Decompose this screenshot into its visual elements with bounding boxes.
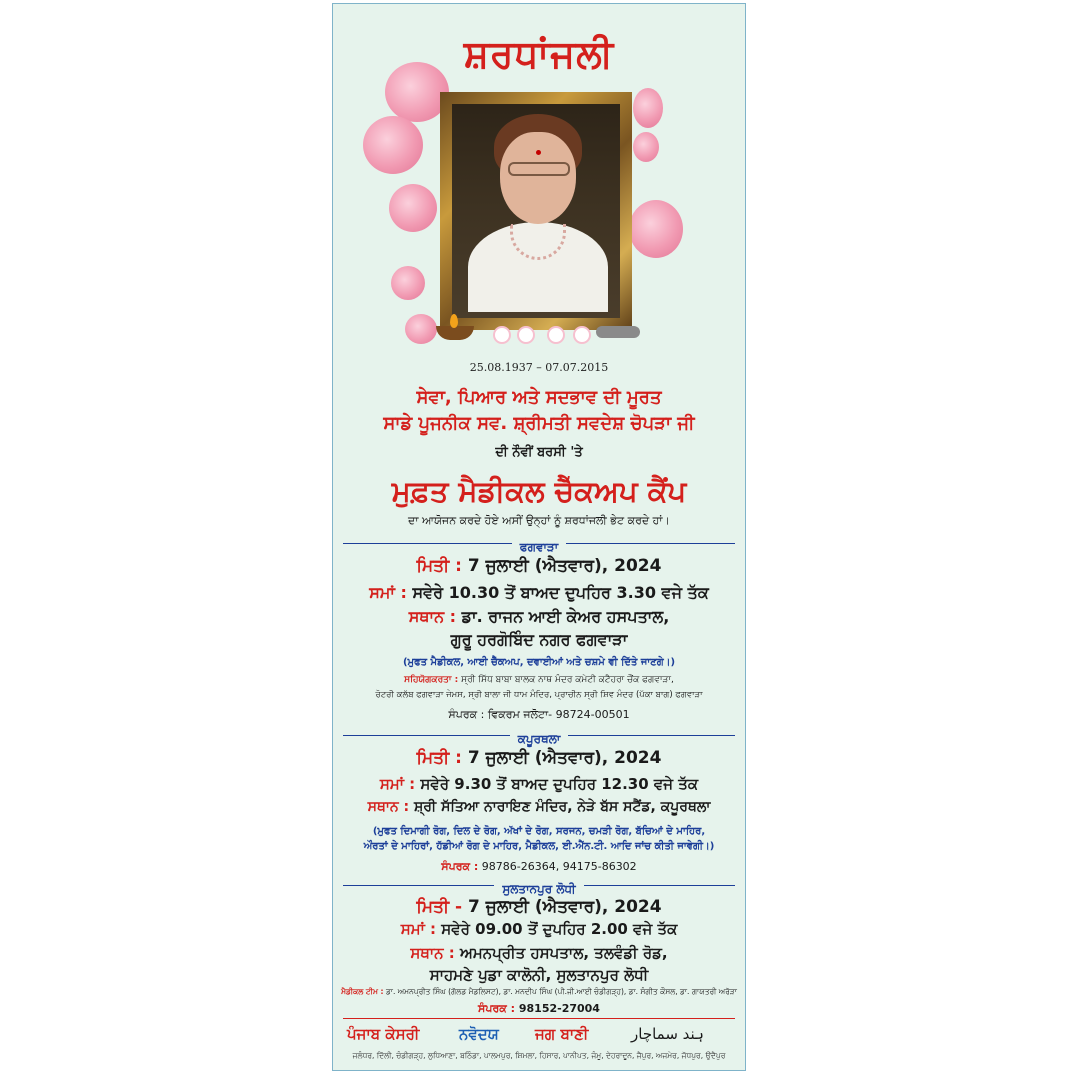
sultanpur-contact: [333, 1002, 745, 1016]
sponsor-value: ਸ੍ਰੀ ਸਿੱਧ ਬਾਬਾ ਬਾਲਕ ਨਾਥ ਮੰਦਰ ਕਮੇਟੀ ਕਟੈਹਰਾ ਚੌਂਕ ਫਗਵਾੜਾ,: [461, 675, 674, 685]
section-heading-phagwara: ਫਗਵਾੜਾ: [512, 540, 566, 554]
place-label: ਸਥਾਨ :: [367, 799, 410, 815]
jag-bani-logo: ਜਗ ਬਾਣੀ: [535, 1025, 589, 1043]
sultanpur-place-line-2: ਸਾਹਮਣੇ ਪੁਡਾ ਕਾਲੋਨੀ, ਸੁਲਤਾਨਪੁਰ ਲੋਧੀ: [429, 966, 649, 984]
camp-title: ਮੁਫ਼ਤ ਮੈਡੀਕਲ ਚੈੱਕਅਪ ਕੈਂਪ: [391, 474, 687, 508]
edition-cities: ਜਲੰਧਰ, ਦਿੱਲੀ, ਚੰਡੀਗੜ੍ਹ, ਲੁਧਿਆਣਾ, ਬਠਿੰਡਾ, ਪਾਲਮਪੁਰ, ਸ਼ਿਮਲਾ, ਹਿਸਾਰ, ਪਾਨੀਪਤ, ਜੰਮੂ, ਦੇਹਰਾਦੂਨ, ਜੈਪੁਰ, ਅਜਮੇਰ, ਜੋਧਪੁਰ, ਉਦੈਪੁਰ: [352, 1051, 726, 1060]
publisher-logos: [333, 1025, 745, 1047]
section-heading-sultanpur: ਸੁਲਤਾਨਪੁਰ ਲੋਧੀ: [494, 882, 583, 896]
sultanpur-medical-team: [333, 987, 745, 997]
place-value: ਅਮਨਪ੍ਰੀਤ ਹਸਪਤਾਲ, ਤਲਵੰਡੀ ਰੋਡ,: [459, 944, 668, 962]
section-divider-kapurthala: [343, 728, 735, 746]
portrait-frame: [440, 92, 632, 330]
time-value: ਸਵੇਰੇ 09.00 ਤੋਂ ਦੁਪਹਿਰ 2.00 ਵਜੇ ਤੱਕ: [441, 920, 678, 938]
contact-label: ਸੰਪਰਕ :: [441, 860, 479, 873]
sultanpur-place: [333, 944, 745, 962]
phagwara-place: [333, 607, 745, 627]
blossom-icon: [517, 326, 535, 344]
blossom-icon: [573, 326, 591, 344]
time-value: ਸਵੇਰੇ 9.30 ਤੋਂ ਬਾਅਦ ਦੁਪਹਿਰ 12.30 ਵਜੇ ਤੱਕ: [420, 775, 699, 793]
phagwara-time: [333, 583, 745, 603]
footer-divider: [343, 1018, 735, 1019]
time-label: ਸਮਾਂ :: [369, 583, 407, 602]
date-value: 7 ਜੁਲਾਈ (ਐਤਵਾਰ), 2024: [467, 556, 662, 576]
date-value: 7 ਜੁਲਾਈ (ਐਤਵਾਰ), 2024: [467, 897, 662, 917]
team-label: ਮੈਡੀਕਲ ਟੀਮ :: [341, 987, 384, 996]
date-label: ਮਿਤੀ -: [416, 897, 463, 917]
tribute-line-3: ਦੀ ਨੌਵੀਂ ਬਰਸੀ 'ਤੇ: [495, 445, 583, 460]
blossom-icon: [547, 326, 565, 344]
phagwara-date: [333, 556, 745, 576]
phagwara-sponsors: [333, 675, 745, 685]
sultanpur-time: [333, 920, 745, 938]
date-label: ਮਿਤੀ :: [416, 556, 462, 576]
contact-label: ਸੰਪਰਕ :: [478, 1002, 516, 1015]
phagwara-sponsors-line-2: ਰੋਟਰੀ ਕਲੱਬ ਫਗਵਾੜਾ ਜੇਮਸ, ਸ੍ਰੀ ਬਾਲਾ ਜੀ ਧਾਮ ਮੰਦਿਰ, ਪ੍ਰਾਚੀਨ ਸ੍ਰੀ ਸ਼ਿਵ ਮੰਦਰ (ਪੱਕਾ ਬਾਗ) ਫਗਵਾੜਾ: [375, 690, 703, 700]
flame-icon: [450, 314, 458, 328]
incense-holder-icon: [596, 326, 640, 338]
time-label: ਸਮਾਂ :: [379, 775, 416, 793]
kapurthala-place: [333, 799, 745, 815]
tribute-line-2: ਸਾਡੇ ਪੂਜਨੀਕ ਸਵ. ਸ਼੍ਰੀਮਤੀ ਸਵਦੇਸ਼ ਚੋਪੜਾ ਜੀ: [383, 413, 695, 434]
life-dates: 25.08.1937 – 07.07.2015: [469, 361, 609, 374]
hind-samachar-logo: ہند سماچار: [631, 1025, 704, 1043]
place-label: ਸਥਾਨ :: [410, 944, 455, 962]
date-label: ਮਿਤੀ :: [416, 748, 462, 768]
kapurthala-time: [333, 775, 745, 793]
phagwara-contact: [333, 708, 745, 722]
section-divider-sultanpur: [343, 878, 735, 896]
section-heading-kapurthala: ਕਪੂਰਥਲਾ: [510, 732, 569, 746]
place-value: ਸ਼੍ਰੀ ਸੱਤਿਆ ਨਾਰਾਇਣ ਮੰਦਿਰ, ਨੇੜੇ ਬੱਸ ਸਟੈਂਡ, ਕਪੂਰਥਲਾ: [413, 799, 711, 815]
kapurthala-note: (ਮੁਫਤ ਦਿਮਾਗੀ ਰੋਗ, ਦਿਲ ਦੇ ਰੋਗ, ਅੱਖਾਂ ਦੇ ਰੋਗ, ਸਰਜਨ, ਚਮੜੀ ਰੋਗ, ਬੱਚਿਆਂ ਦੇ ਮਾਹਿਰ,: [372, 826, 706, 837]
camp-subtitle: ਦਾ ਆਯੋਜਨ ਕਰਦੇ ਹੋਏ ਅਸੀਂ ਉਨ੍ਹਾਂ ਨੂੰ ਸ਼ਰਧਾਂਜਲੀ ਭੇਟ ਕਰਦੇ ਹਾਂ।: [408, 514, 670, 527]
phagwara-place-line-2: ਗੁਰੂ ਹਰਗੋਬਿੰਦ ਨਗਰ ਫਗਵਾੜਾ: [450, 630, 628, 649]
blossom-icon: [493, 326, 511, 344]
punjab-kesari-logo: ਪੰਜਾਬ ਕੇਸਰੀ: [347, 1025, 420, 1043]
section-divider-phagwara: [343, 536, 735, 554]
time-label: ਸਮਾਂ :: [400, 920, 437, 938]
time-value: ਸਵੇਰੇ 10.30 ਤੋਂ ਬਾਅਦ ਦੁਪਹਿਰ 3.30 ਵਜੇ ਤੱਕ: [412, 583, 709, 602]
contact-value: 98152-27004: [518, 1002, 600, 1015]
ad-title: ਸ਼ਰਧਾਂਜਲੀ: [463, 32, 615, 76]
contact-value: ਵਿਕਰਮ ਜਲੋਟਾ- 98724-00501: [487, 708, 630, 721]
place-value: ਡਾ. ਰਾਜਨ ਆਈ ਕੇਅਰ ਹਸਪਤਾਲ,: [461, 607, 670, 626]
date-value: 7 ਜੁਲਾਈ (ਐਤਵਾਰ), 2024: [467, 748, 662, 768]
tribute-line-1: ਸੇਵਾ, ਪਿਆਰ ਅਤੇ ਸਦਭਾਵ ਦੀ ਮੂਰਤ: [416, 387, 662, 408]
team-value: ਡਾ. ਅਮਨਪ੍ਰੀਤ ਸਿੰਘ (ਗੋਲਡ ਮੈਡਲਿਸਟ), ਡਾ. ਮਨਦੀਪ ਸਿੰਘ (ਪੀ.ਜੀ.ਆਈ ਚੰਡੀਗੜ੍ਹ), ਡਾ. ਸੰਗੀਤ ਕੌਸਲ, ਡਾ. ਗਾਯਤਰੀ ਅਰੋੜਾ: [385, 987, 737, 996]
contact-label: ਸੰਪਰਕ :: [448, 708, 485, 721]
kapurthala-contact: [333, 860, 745, 874]
kapurthala-note-line-2: ਔਰਤਾਂ ਦੇ ਮਾਹਿਰਾਂ, ਹੱਡੀਆਂ ਰੋਗ ਦੇ ਮਾਹਿਰ, ਮੈਡੀਕਲ, ਈ.ਐੱਨ.ਟੀ. ਆਦਿ ਜਾਂਚ ਕੀਤੀ ਜਾਵੇਗੀ।): [363, 841, 715, 852]
contact-value: 98786-26364, 94175-86302: [481, 860, 637, 873]
navodaya-logo: ਨਵੋਦਯ: [459, 1025, 499, 1043]
tribute-advertisement: [332, 3, 746, 1071]
phagwara-note: (ਮੁਫਤ ਮੈਡੀਕਲ, ਆਈ ਚੈੱਕਅਪ, ਦਵਾਈਆਂ ਅਤੇ ਚਸ਼ਮੇ ਵੀ ਦਿੱਤੇ ਜਾਣਗੇ।): [402, 657, 676, 668]
sponsor-label: ਸਹਿਯੋਗਕਰਤਾ :: [404, 675, 459, 685]
diya-lamp-icon: [436, 326, 474, 340]
place-label: ਸਥਾਨ :: [408, 607, 457, 626]
sultanpur-date: [333, 897, 745, 917]
kapurthala-date: [333, 748, 745, 768]
portrait-photo: [452, 104, 620, 318]
